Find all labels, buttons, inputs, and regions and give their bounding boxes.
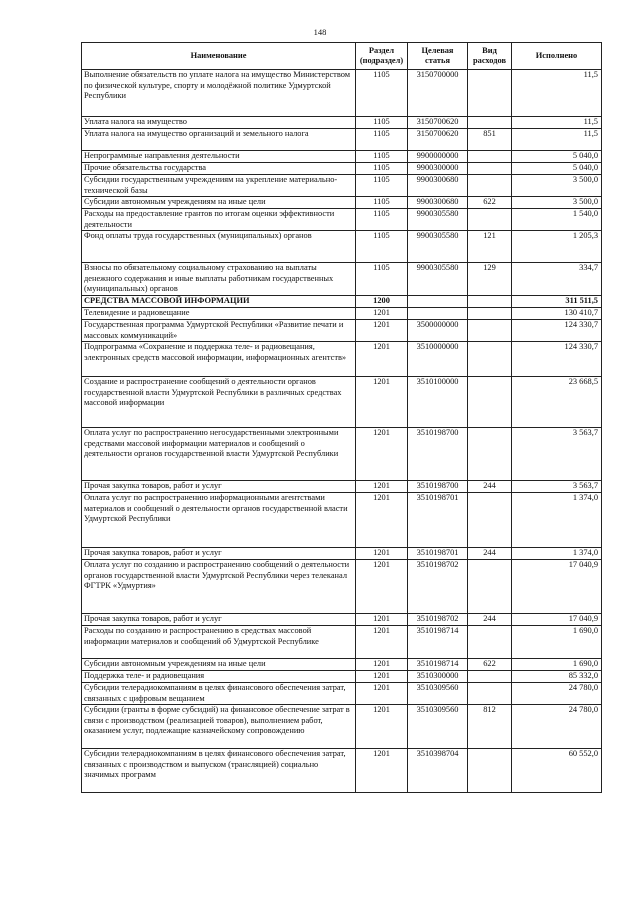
row-target-cell: 9900305580 <box>408 263 468 296</box>
row-section-cell: 1105 <box>356 129 408 151</box>
row-name-cell: Расходы по созданию и распространению в средствах массовой информации материалов и сообщений об Удмуртской Республике <box>82 626 356 659</box>
row-type-cell <box>468 749 512 793</box>
row-section-cell: 1105 <box>356 231 408 263</box>
row-section-cell: 1201 <box>356 671 408 683</box>
row-section-cell: 1105 <box>356 209 408 231</box>
row-value-cell: 5 040,0 <box>512 163 602 175</box>
row-name-cell: Фонд оплаты труда государственных (муниципальных) органов <box>82 231 356 263</box>
row-value-cell: 11,5 <box>512 70 602 117</box>
row-type-cell <box>468 671 512 683</box>
row-target-cell: 3510309560 <box>408 683 468 705</box>
table-row <box>82 197 602 209</box>
row-target-cell: 3510198701 <box>408 548 468 560</box>
header-section: Раздел (подраздел) <box>356 43 408 70</box>
row-name-cell: Выполнение обязательств по уплате налога на имущество Министерством по физической культуре, спорту и молодёжной политике Удмуртской Республики <box>82 70 356 117</box>
row-value-cell: 1 690,0 <box>512 659 602 671</box>
table-row <box>82 614 602 626</box>
row-value-cell: 17 040,9 <box>512 560 602 614</box>
table-row <box>82 749 602 793</box>
row-target-cell: 9900000000 <box>408 151 468 163</box>
table-row <box>82 129 602 151</box>
header-name: Наименование <box>82 43 356 70</box>
row-section-cell: 1201 <box>356 481 408 493</box>
row-target-cell: 3510100000 <box>408 377 468 428</box>
row-value-cell: 85 332,0 <box>512 671 602 683</box>
row-name-cell: Оплата услуг по созданию и распространению сообщений о деятельности органов государственной власти Удмуртской Республики через телеканал ФГТРК «Удмуртия» <box>82 560 356 614</box>
table-row <box>82 560 602 614</box>
row-name-cell: Прочая закупка товаров, работ и услуг <box>82 548 356 560</box>
row-type-cell <box>468 493 512 548</box>
row-section-cell: 1201 <box>356 377 408 428</box>
row-value-cell: 24 780,0 <box>512 683 602 705</box>
row-name-cell: Взносы по обязательному социальному страхованию на выплаты денежного содержания и иные выплаты работникам государственных (муниципальных) органов <box>82 263 356 296</box>
table-row <box>82 659 602 671</box>
row-target-cell: 3510198714 <box>408 659 468 671</box>
row-type-cell <box>468 70 512 117</box>
row-section-cell: 1201 <box>356 308 408 320</box>
table-body <box>82 70 602 793</box>
row-section-cell: 1201 <box>356 626 408 659</box>
row-target-cell: 9900300680 <box>408 175 468 197</box>
row-target-cell <box>408 308 468 320</box>
row-section-cell: 1201 <box>356 560 408 614</box>
row-name-cell: Расходы на предоставление грантов по итогам оценки эффективности деятельности <box>82 209 356 231</box>
row-type-cell <box>468 308 512 320</box>
row-name-cell: Субсидии автономным учреждениям на иные цели <box>82 659 356 671</box>
table-row <box>82 151 602 163</box>
row-value-cell: 23 668,5 <box>512 377 602 428</box>
row-value-cell: 3 563,7 <box>512 428 602 481</box>
row-type-cell: 129 <box>468 263 512 296</box>
row-name-cell: Субсидии телерадиокомпаниям в целях финансового обеспечения затрат, связанных с цифровым вещанием <box>82 683 356 705</box>
row-type-cell <box>468 428 512 481</box>
row-value-cell: 17 040,9 <box>512 614 602 626</box>
row-value-cell: 24 780,0 <box>512 705 602 749</box>
row-type-cell: 622 <box>468 197 512 209</box>
row-section-cell: 1201 <box>356 493 408 548</box>
row-value-cell: 11,5 <box>512 117 602 129</box>
budget-execution-table <box>81 42 602 793</box>
row-target-cell: 3150700620 <box>408 117 468 129</box>
row-name-cell: Оплата услуг по распространению информационными агентствами материалов и сообщений о деятельности органов государственной власти Удмуртской Республики <box>82 493 356 548</box>
header-type: Вид расходов <box>468 43 512 70</box>
row-target-cell: 3510198702 <box>408 560 468 614</box>
table-row <box>82 377 602 428</box>
row-section-cell: 1201 <box>356 683 408 705</box>
row-type-cell: 244 <box>468 548 512 560</box>
row-target-cell: 3150700000 <box>408 70 468 117</box>
table-row <box>82 626 602 659</box>
row-target-cell: 9900300000 <box>408 163 468 175</box>
row-target-cell: 3510198702 <box>408 614 468 626</box>
row-type-cell <box>468 560 512 614</box>
row-name-cell: Подпрограмма «Сохранение и поддержка теле- и радиовещания, электронных средств массовой информации, информационных агентств» <box>82 342 356 377</box>
row-name-cell: Непрограммные направления деятельности <box>82 151 356 163</box>
table-row <box>82 209 602 231</box>
table-row <box>82 705 602 749</box>
header-value: Исполнено <box>512 43 602 70</box>
row-target-cell: 9900305580 <box>408 231 468 263</box>
table-row <box>82 683 602 705</box>
row-section-cell: 1201 <box>356 428 408 481</box>
row-value-cell: 1 374,0 <box>512 493 602 548</box>
table-row <box>82 117 602 129</box>
row-target-cell: 3510198701 <box>408 493 468 548</box>
row-target-cell: 3510198700 <box>408 481 468 493</box>
table-row <box>82 231 602 263</box>
row-value-cell: 1 690,0 <box>512 626 602 659</box>
row-section-cell: 1201 <box>356 548 408 560</box>
row-value-cell: 311 511,5 <box>512 296 602 308</box>
row-type-cell: 812 <box>468 705 512 749</box>
row-value-cell: 334,7 <box>512 263 602 296</box>
row-section-cell: 1105 <box>356 70 408 117</box>
row-value-cell: 124 330,7 <box>512 320 602 342</box>
row-value-cell: 1 374,0 <box>512 548 602 560</box>
row-name-cell: Телевидение и радиовещание <box>82 308 356 320</box>
row-target-cell: 3510398704 <box>408 749 468 793</box>
row-value-cell: 60 552,0 <box>512 749 602 793</box>
row-name-cell: Поддержка теле- и радиовещания <box>82 671 356 683</box>
row-type-cell: 244 <box>468 614 512 626</box>
row-name-cell: Уплата налога на имущество организаций и земельного налога <box>82 129 356 151</box>
row-type-cell <box>468 296 512 308</box>
row-section-cell: 1200 <box>356 296 408 308</box>
row-section-cell: 1105 <box>356 175 408 197</box>
row-type-cell: 851 <box>468 129 512 151</box>
table-header-row <box>82 43 602 70</box>
row-target-cell: 3500000000 <box>408 320 468 342</box>
row-section-cell: 1105 <box>356 163 408 175</box>
row-value-cell: 130 410,7 <box>512 308 602 320</box>
row-value-cell: 5 040,0 <box>512 151 602 163</box>
row-target-cell: 3510000000 <box>408 342 468 377</box>
table-row <box>82 70 602 117</box>
row-section-cell: 1201 <box>356 705 408 749</box>
row-name-cell: Прочая закупка товаров, работ и услуг <box>82 614 356 626</box>
row-type-cell <box>468 377 512 428</box>
row-type-cell <box>468 163 512 175</box>
row-type-cell <box>468 342 512 377</box>
row-target-cell: 3510309560 <box>408 705 468 749</box>
row-section-cell: 1201 <box>356 342 408 377</box>
row-name-cell: Субсидии государственным учреждениям на укрепление материально-технической базы <box>82 175 356 197</box>
row-value-cell: 3 500,0 <box>512 175 602 197</box>
row-value-cell: 1 205,3 <box>512 231 602 263</box>
row-target-cell: 3150700620 <box>408 129 468 151</box>
row-value-cell: 1 540,0 <box>512 209 602 231</box>
row-name-cell: Создание и распространение сообщений о деятельности органов государственной власти Удмуртской Республики в различных средствах массовой информации <box>82 377 356 428</box>
row-type-cell <box>468 320 512 342</box>
row-name-cell: Субсидии (гранты в форме субсидий) на финансовое обеспечение затрат в связи с производством (реализацией товаров), выполнением работ, оказанием услуг, подлежащие казначейскому сопровождению <box>82 705 356 749</box>
row-name-cell: Прочие обязательства государства <box>82 163 356 175</box>
row-target-cell: 3510198700 <box>408 428 468 481</box>
table-row <box>82 671 602 683</box>
row-name-cell: Государственная программа Удмуртской Республики «Развитие печати и массовых коммуникаций» <box>82 320 356 342</box>
row-section-cell: 1201 <box>356 749 408 793</box>
table-row <box>82 428 602 481</box>
row-name-cell: Оплата услуг по распространению негосударственными электронными средствами массовой информации материалов и сообщений о деятельности органов государственной власти Удмуртской Республики <box>82 428 356 481</box>
table-row <box>82 342 602 377</box>
header-target: Целевая статья <box>408 43 468 70</box>
row-section-cell: 1105 <box>356 117 408 129</box>
row-name-cell: Субсидии автономным учреждениям на иные цели <box>82 197 356 209</box>
table-row <box>82 308 602 320</box>
row-type-cell: 121 <box>468 231 512 263</box>
row-section-cell: 1201 <box>356 614 408 626</box>
row-type-cell <box>468 626 512 659</box>
row-target-cell: 9900300680 <box>408 197 468 209</box>
row-target-cell <box>408 296 468 308</box>
row-section-cell: 1105 <box>356 197 408 209</box>
table-row <box>82 263 602 296</box>
row-type-cell <box>468 175 512 197</box>
table-row <box>82 481 602 493</box>
row-name-cell: СРЕДСТВА МАССОВОЙ ИНФОРМАЦИИ <box>82 296 356 308</box>
row-type-cell <box>468 151 512 163</box>
row-section-cell: 1201 <box>356 320 408 342</box>
row-name-cell: Уплата налога на имущество <box>82 117 356 129</box>
row-name-cell: Прочая закупка товаров, работ и услуг <box>82 481 356 493</box>
page-number: 148 <box>313 27 327 37</box>
row-target-cell: 3510300000 <box>408 671 468 683</box>
row-section-cell: 1201 <box>356 659 408 671</box>
row-section-cell: 1105 <box>356 263 408 296</box>
row-value-cell: 3 500,0 <box>512 197 602 209</box>
row-target-cell: 3510198714 <box>408 626 468 659</box>
row-type-cell: 622 <box>468 659 512 671</box>
row-type-cell: 244 <box>468 481 512 493</box>
row-type-cell <box>468 209 512 231</box>
row-target-cell: 9900305580 <box>408 209 468 231</box>
row-value-cell: 11,5 <box>512 129 602 151</box>
table-row <box>82 163 602 175</box>
row-type-cell <box>468 683 512 705</box>
row-type-cell <box>468 117 512 129</box>
table-row <box>82 175 602 197</box>
table-row <box>82 320 602 342</box>
table-row <box>82 548 602 560</box>
row-value-cell: 124 330,7 <box>512 342 602 377</box>
table-row <box>82 493 602 548</box>
row-value-cell: 3 563,7 <box>512 481 602 493</box>
row-name-cell: Субсидии телерадиокомпаниям в целях финансового обеспечения затрат, связанных с производством и выпуском (трансляцией) социально значимых программ <box>82 749 356 793</box>
table-row <box>82 296 602 308</box>
row-section-cell: 1105 <box>356 151 408 163</box>
